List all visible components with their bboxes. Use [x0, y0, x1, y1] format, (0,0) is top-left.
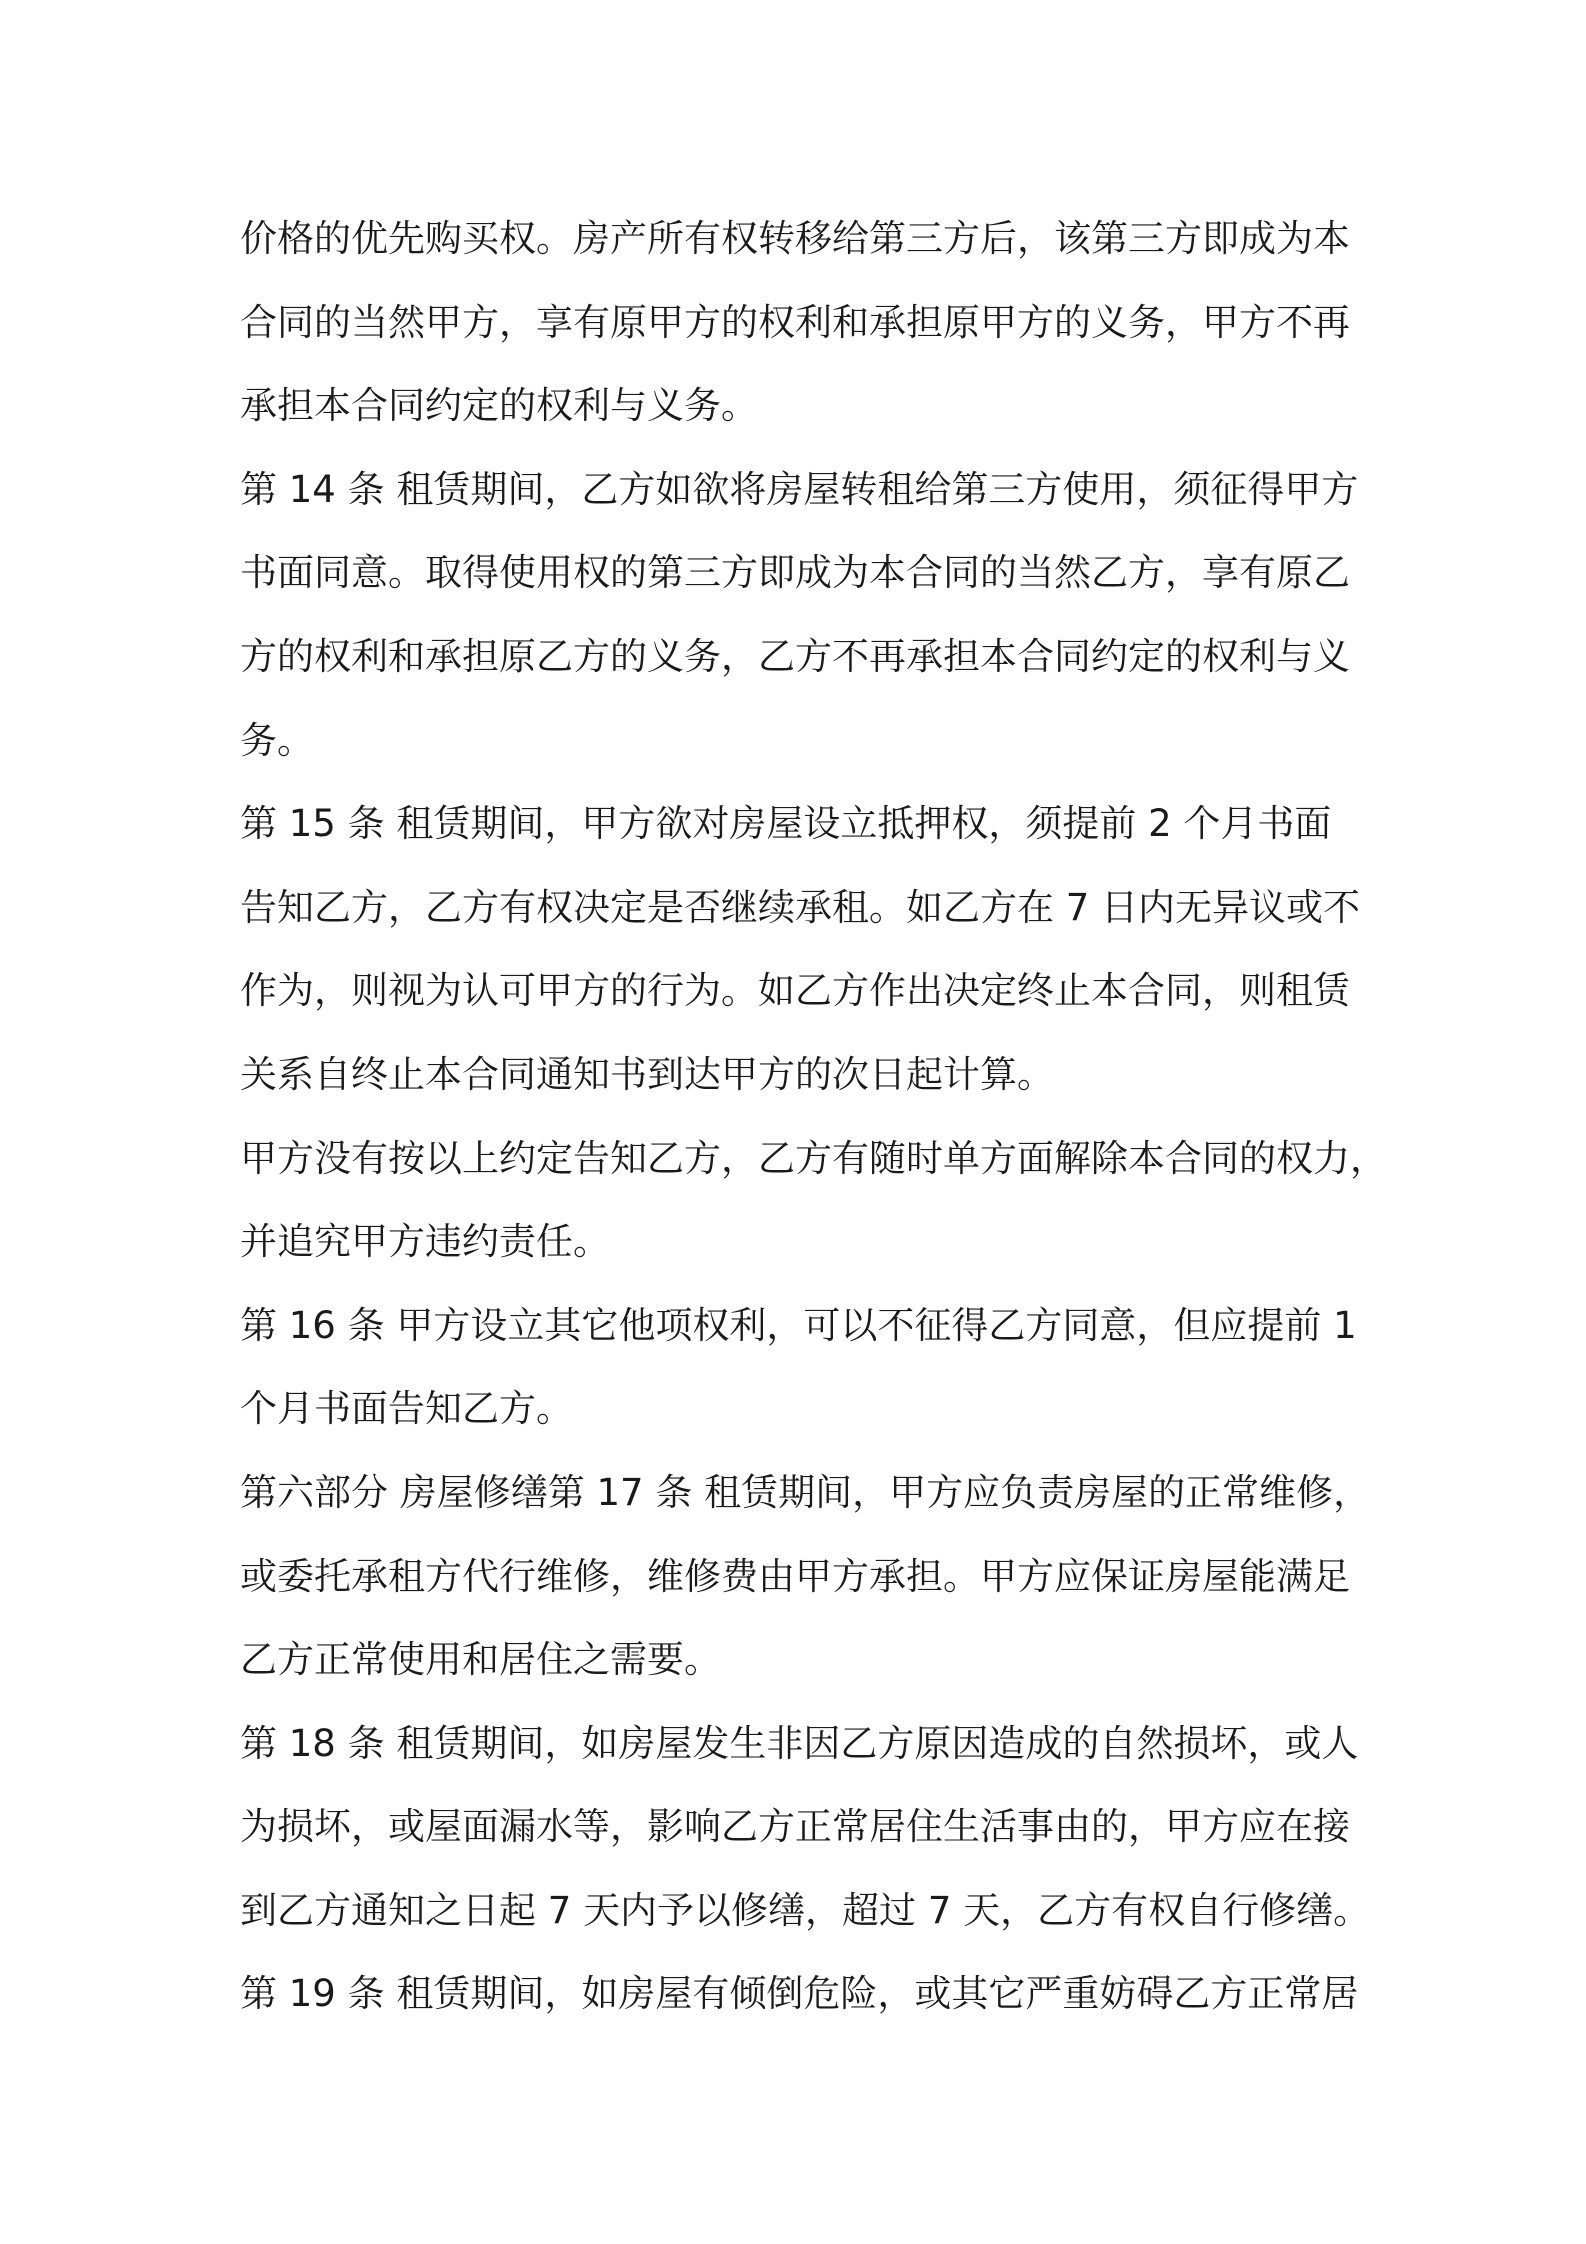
text-line: 第 18 条 租赁期间，如房屋发生非因乙方原因造成的自然损坏，或人 [240, 1721, 1359, 1765]
text-line: 乙方正常使用和居住之需要。 [240, 1638, 721, 1682]
text-line: 为损坏，或屋面漏水等，影响乙方正常居住生活事由的，甲方应在接 [240, 1805, 1350, 1849]
text-line: 方的权利和承担原乙方的义务，乙方不再承担本合同约定的权利与义 [240, 634, 1350, 678]
text-line: 作为，则视为认可甲方的行为。如乙方作出决定终止本合同，则租赁 [240, 969, 1350, 1013]
text-line: 第 15 条 租赁期间，甲方欲对房屋设立抵押权，须提前 2 个月书面 [240, 802, 1332, 846]
text-line: 务。 [240, 718, 314, 762]
article-16 [240, 1284, 1365, 1451]
article-18 [240, 1702, 1371, 1953]
article-15 [240, 782, 1365, 1116]
text-line: 第 14 条 租赁期间，乙方如欲将房屋转租给第三方使用，须征得甲方 [240, 467, 1359, 511]
text-line: 承担本合同约定的权利与义务。 [240, 384, 758, 428]
paragraph-purchase-right [240, 197, 1365, 448]
text-line: 书面同意。取得使用权的第三方即成为本合同的当然乙方，享有原乙 [240, 551, 1350, 595]
text-line: 第六部分 房屋修缮第 17 条 租赁期间，甲方应负责房屋的正常维修， [240, 1470, 1371, 1514]
text-line: 第 19 条 租赁期间，如房屋有倾倒危险，或其它严重妨碍乙方正常居 [240, 1972, 1359, 2016]
text-line: 告知乙方，乙方有权决定是否继续承租。如乙方在 7 日内无异议或不 [240, 885, 1361, 929]
text-line: 并追究甲方违约责任。 [240, 1220, 610, 1264]
document-body [240, 197, 1387, 2036]
part-6-article-17 [240, 1451, 1371, 1702]
article-15-supplement [240, 1117, 1387, 1284]
text-line: 关系自终止本合同通知书到达甲方的次日起计算。 [240, 1052, 1054, 1096]
text-line: 到乙方通知之日起 7 天内予以修缮，超过 7 天，乙方有权自行修缮。 [240, 1888, 1371, 1932]
text-line: 合同的当然甲方，享有原甲方的权利和承担原甲方的义务，甲方不再 [240, 300, 1350, 344]
text-line: 个月书面告知乙方。 [240, 1387, 573, 1431]
article-14 [240, 448, 1365, 782]
text-line: 价格的优先购买权。房产所有权转移给第三方后，该第三方即成为本 [240, 217, 1350, 260]
article-19 [240, 1952, 1365, 2036]
text-line: 甲方没有按以上约定告知乙方，乙方有随时单方面解除本合同的权力， [240, 1136, 1387, 1180]
text-line: 第 16 条 甲方设立其它他项权利，可以不征得乙方同意，但应提前 1 [240, 1303, 1357, 1347]
text-line: 或委托承租方代行维修，维修费由甲方承担。甲方应保证房屋能满足 [240, 1554, 1350, 1598]
